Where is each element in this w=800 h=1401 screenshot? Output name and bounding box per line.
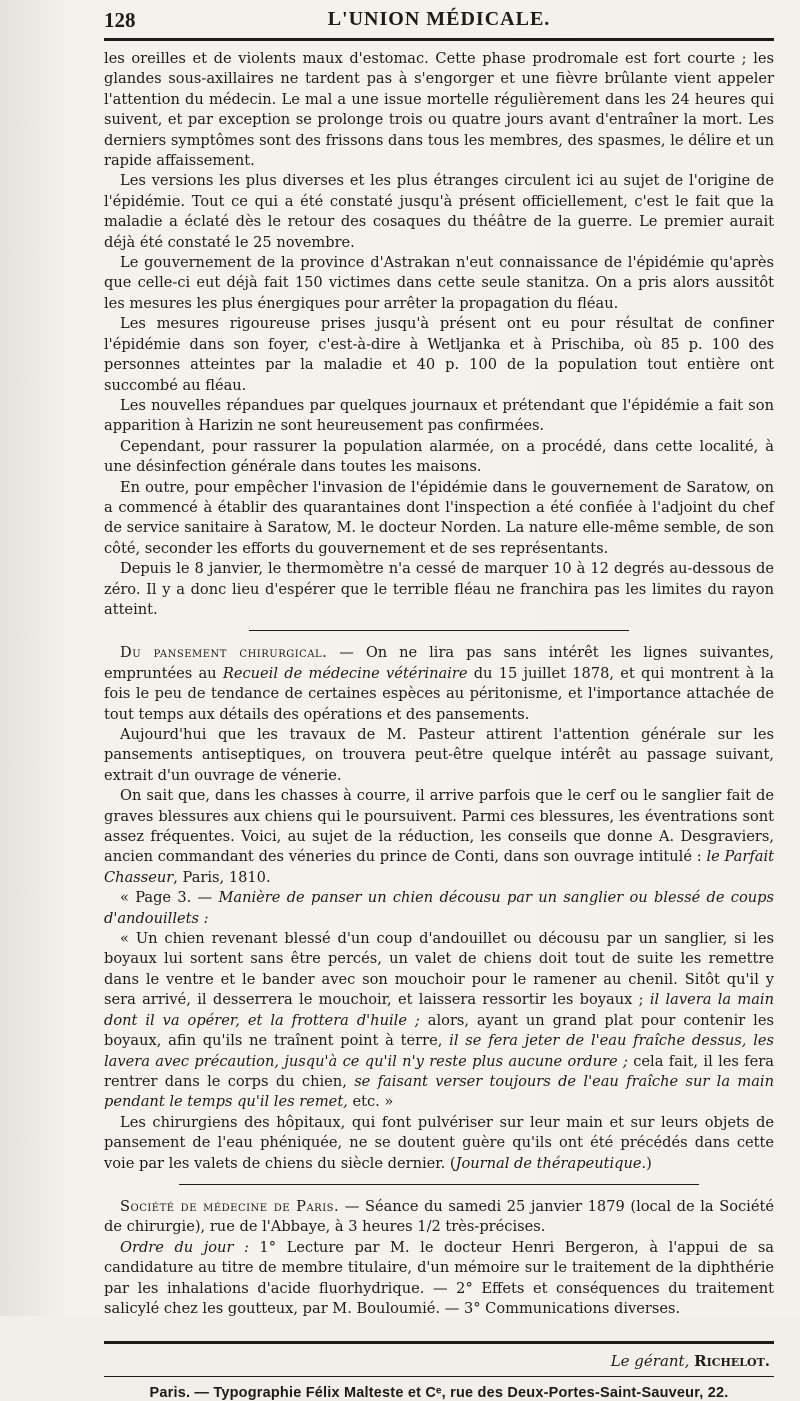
paragraph — [104, 1238, 774, 1320]
text-span: « Un chien revenant blessé d'un coup d'andouillet ou décousu par un sanglier, si les boyaux lui sortent sans être percés, un valet de chiens doit tout de suite les remettre dans le ventre et le bander avec son mouchoir pour le ramener au chenil. Sitôt qu'il y sera arrivé, il desserrera le mouchoir, et laissera ressortir les boyaux ; — [104, 930, 774, 1009]
paragraph — [104, 888, 774, 929]
quotation — [104, 929, 774, 1113]
article-heading: Du pansement chirurgical. — [120, 644, 328, 662]
section-separator — [179, 1184, 699, 1185]
paragraph: Les mesures rigoureuse prises jusqu'à présent ont eu pour résultat de confiner l'épidémie dans son foyer, c'est-à-dire à Wetljanka et à Prischiba, où 85 p. 100 des personnes atteintes par la maladie et 40 p. 100 de la population tout entière ont succombé au fléau. — [104, 315, 774, 394]
running-header — [104, 6, 774, 36]
paragraph: Les nouvelles répandues par quelques journaux et prétendant que l'épidémie a fait son apparition à Harizin ne sont heureusement pas confirmées. — [104, 396, 774, 435]
gerant-label: Le gérant, — [610, 1352, 690, 1371]
body-text — [104, 49, 774, 1319]
text-span: On sait que, dans les chasses à courre, il arrive parfois que le cerf ou le sanglier fait de graves blessures aux chiens qui le poursuivent. Parmi ces blessures, les éventrations sont assez fréquentes. Voici, au sujet de la réduction, les conseils que donne A. Desgraviers, ancien commandant des véneries du prince de Conti, dans son ouvrage intitulé : — [104, 787, 774, 866]
page-number: 128 — [104, 8, 136, 32]
text-span: — Séance du samedi 25 janvier 1879 (local de la Société de chirurgie), rue de l'Abbaye, à 3 heures 1/2 très-précises. — [104, 1197, 774, 1236]
gerant-name: Richelot. — [694, 1352, 770, 1371]
section-separator — [249, 630, 629, 631]
article-pansement-intro — [104, 643, 774, 725]
footer-rule — [104, 1341, 774, 1344]
book-title: le Parfait Chasseur — [104, 848, 774, 886]
text-span: 1° Lecture par M. le docteur Henri Bergeron, à l'appui de sa candidature au titre de membre titulaire, d'un mémoire sur le traitement de la diphthérie par les inhalations d'acide fluorhydrique. — 2° Effets et conséquences du traitement salicylé chez les goutteux, par M. Bouloumié. — 3° Communications diverses. — [104, 1238, 775, 1317]
text-span: alors, ayant un grand plat pour contenir les boyaux, afin qu'ils ne traînent point à terre, — [104, 1011, 774, 1050]
paragraph: En outre, pour empêcher l'invasion de l'épidémie dans le gouvernement de Saratow, on a commencé à établir des quarantaines dont l'inspection a été confiée à l'adjoint du chef de service sanitaire à Saratow, M. le docteur Norden. La nature elle-même semble, de son côté, seconder les efforts du gouvernement et de ses représentants. — [104, 478, 774, 557]
italic-span: il se fera jeter de l'eau fraîche dessus, les lavera avec précaution, jusqu'à ce qu'il n'y reste plus aucune ordure ; — [104, 1032, 774, 1070]
header-rule — [104, 38, 774, 41]
source-title: Recueil de médecine vétérinaire — [222, 664, 468, 682]
text-span: ) — [646, 1154, 652, 1172]
text-span: etc. » — [347, 1093, 394, 1111]
imprint-rule — [104, 1376, 774, 1377]
text-span: , Paris, 1810. — [173, 868, 271, 886]
ordre-label: Ordre du jour : — [120, 1238, 249, 1256]
quoted-title: Manière de panser un chien décousu par un sanglier ou blessé de coups d'andouillets : — [104, 889, 774, 927]
paragraph — [104, 1113, 774, 1174]
gerant-line — [104, 1352, 774, 1370]
paragraph: Les versions les plus diverses et les plus étranges circulent ici au sujet de l'origine de l'épidémie. Tout ce qui a été constaté jusqu'à présent officiellement, c'est le fait que la maladie a éclaté dès le retour des cosaques du théâtre de la guerre. Le premier aurait déjà été constaté le 25 novembre. — [104, 172, 774, 251]
paragraph: Depuis le 8 janvier, le thermomètre n'a cessé de marquer 10 à 12 degrés au-dessous de zéro. Il y a donc lieu d'espérer que le terrible fléau ne franchira pas les limites du rayon atteint. — [104, 560, 774, 618]
paragraph: Aujourd'hui que les travaux de M. Pasteur attirent l'attention générale sur les pansements antiseptiques, on trouvera peut-être quelque intérêt au passage suivant, extrait d'un ouvrage de vénerie. — [104, 726, 774, 784]
running-title: L'UNION MÉDICALE. — [327, 8, 551, 30]
text-span: cela fait, il les fera rentrer dans le corps du chien, — [104, 1052, 774, 1090]
text-span: Les chirurgiens des hôpitaux, qui font pulvériser sur leur main et sur leurs objets de pansement de l'eau phéniquée, ne se doutent guère qu'ils ont été précédés dans cette voie par les valets de chiens du siècle dernier. ( — [104, 1113, 774, 1172]
paragraph: Le gouvernement de la province d'Astrakan n'eut connaissance de l'épidémie qu'après que celle-ci eut déjà fait 150 victimes dans cette seule stanitza. On a pris alors aussitôt les mesures les plus énergiques pour arrêter la propagation du fléau. — [104, 254, 774, 312]
text-span: du 15 juillet 1878, et qui montrent à la fois le peu de tendance de certaines espèces au péritonisme, et l'importance attachée de tout temps aux détails des opérations et des pansements. — [104, 664, 774, 723]
article-heading: Société de médecine de Paris. — [120, 1197, 340, 1215]
paragraph: Cependant, pour rassurer la population alarmée, on a procédé, dans cette localité, à une désinfection générale dans toutes les maisons. — [104, 437, 774, 476]
imprint: Paris. — Typographie Félix Malteste et Cᵉ, rue des Deux-Portes-Saint-Sauveur, 22. — [149, 1385, 729, 1401]
text-span: « Page 3. — — [120, 889, 219, 907]
italic-span: se faisant verser toujours de l'eau fraîche sur la main pendant le temps qu'il les remet, — [104, 1072, 774, 1111]
paragraph — [104, 786, 774, 888]
journal-title: Journal de thérapeutique. — [455, 1154, 647, 1172]
text-span: — On ne lira pas sans intérêt les lignes suivantes, empruntées au — [104, 644, 774, 682]
italic-span: il lavera la main dont il va opérer, et la frottera d'huile ; — [104, 991, 774, 1029]
article-societe — [104, 1197, 774, 1238]
paragraph: les oreilles et de violents maux d'estomac. Cette phase prodromale est fort courte ; les glandes sous-axillaires ne tardent pas à s'engorger et une fièvre brûlante vient appeler l'attention du médecin. Le mal a une issue mortelle régulièrement dans les 24 heures qui suivent, et par exception se prolonge trois ou quatre jours avant d'entraîner la mort. Les derniers symptômes sont des frissons dans tous les membres, des spasmes, le délire et un rapide affaissement. — [104, 50, 774, 170]
